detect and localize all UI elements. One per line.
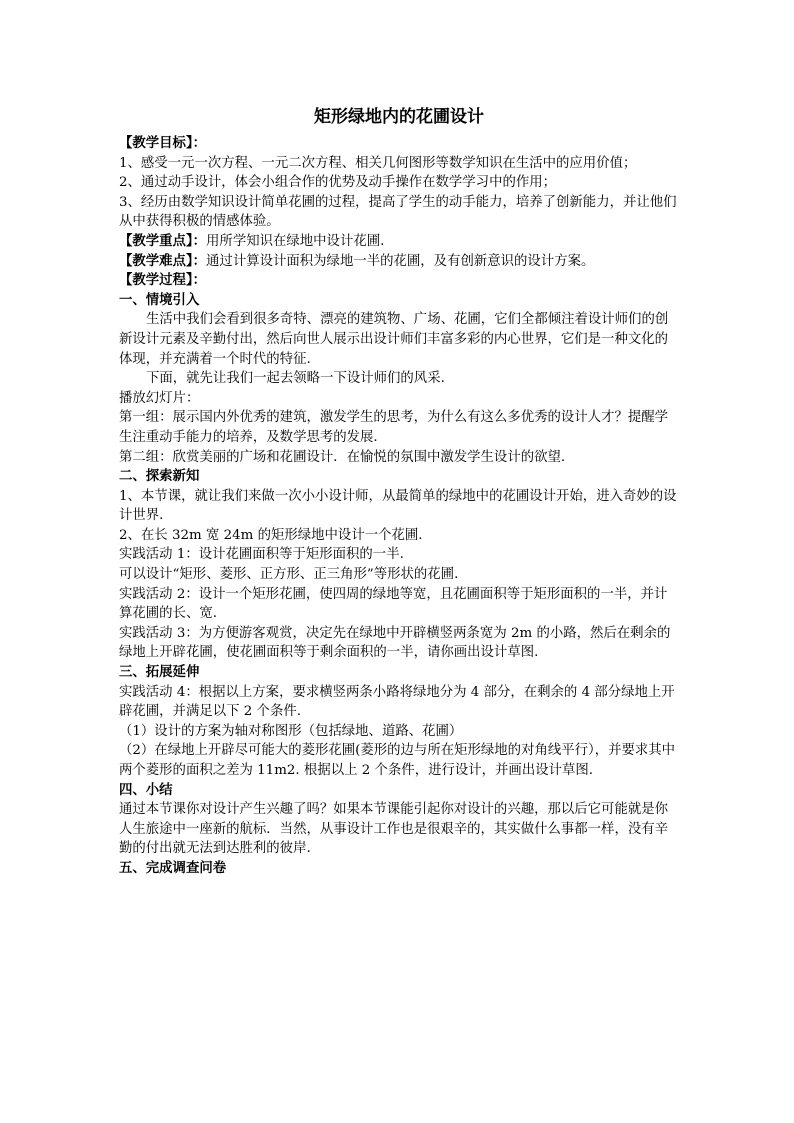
difficulty [119, 252, 679, 272]
document-title: 矩形绿地内的花圃设计 [314, 107, 484, 127]
section-3-paragraph-1: 实践活动 4：根据以上方案，要求横竖两条小路将绿地分为 4 部分，在剩余的 4 部分绿地上开辟花圃，并满足以下 2 个条件. [119, 684, 675, 720]
difficulty-text: 通过计算设计面积为绿地一半的花圃，及有创新意识的设计方案。 [206, 253, 595, 269]
section-1-paragraph-5: 第二组：欣赏美丽的广场和花圃设计．在愉悦的氛围中激发学生设计的欲望. [119, 449, 566, 465]
key-point-label: 【教学重点】： [119, 232, 207, 249]
section-3-paragraph-3: （2）在绿地上开辟尽可能大的菱形花圃(菱形的边与所在矩形绿地的对角线平行），并要求其中两个菱形的面积之差为 11m2. 根据以上 2 个条件，进行设计，并画出设计草图. [119, 743, 676, 778]
section-1-paragraph-3: 播放幻灯片： [119, 390, 200, 406]
section-1-paragraph-2: 下面，就先让我们一起去领略一下设计师们的风采. [146, 371, 445, 387]
document-body [119, 104, 679, 879]
section-2-paragraph-1: 1、本节课，就让我们来做一次小小设计师，从最简单的绿地中的花圃设计开始，进入奇妙的设计世界. [119, 488, 677, 524]
goal-item-3: 3、经历由数学知识设计简单花圃的过程，提高了学生的动手能力，培养了创新能力，并让他们从中获得积极的情感体验。 [119, 194, 677, 230]
section-4-paragraph-1: 通过本节课你对设计产生兴趣了吗？如果本节课能引起你对设计的兴趣，那以后它可能就是你人生旅途中一座新的航标．当然，从事设计工作也是很艰辛的，其实做什么事都一样，没有辛勤的付出就无法到达胜利的彼岸. [119, 802, 669, 857]
section-4-heading: 四、小结 [119, 781, 173, 798]
goals-heading: 【教学目标】： [119, 135, 207, 151]
section-3-heading: 三、拓展延伸 [119, 664, 200, 681]
key-point-text: 用所学知识在绿地中设计花圃. [206, 233, 385, 249]
goal-item-1: 1、感受一元一次方程、一元二次方程、相关几何图形等数学知识在生活中的应用价值； [119, 155, 637, 171]
key-point [119, 232, 679, 252]
section-5-heading: 五、完成调查问卷 [119, 859, 227, 876]
section-1-paragraph-1: 生活中我们会看到很多奇特、漂亮的建筑物、广场、花圃，它们全都倾注着设计师们的创新设计元素及辛勤付出，然后向世人展示出设计师们丰富多彩的内心世界，它们是一种文化的体现，并充满着一个时代的特征. [119, 312, 669, 367]
section-1-heading: 一、情境引入 [119, 291, 200, 308]
process-heading: 【教学过程】： [119, 272, 207, 289]
section-1-paragraph-4: 第一组：展示国内外优秀的建筑，激发学生的思考，为什么有这么多优秀的设计人才？提醒学生注重动手能力的培养，及数学思考的发展. [119, 410, 669, 445]
section-2-paragraph-6: 实践活动 3：为方便游客观赏，决定先在绿地中开辟横竖两条宽为 2m 的小路，然后在剩余的绿地上开辟花圃，使花圃面积等于剩余面积的一半，请你画出设计草图. [119, 625, 671, 661]
section-2-paragraph-2: 2、在长 32m 宽 24m 的矩形绿地中设计一个花圃. [119, 527, 423, 543]
section-2-paragraph-5: 实践活动 2：设计一个矩形花圃，使四周的绿地等宽，且花圃面积等于矩形面积的一半，并计算花圃的长、宽. [119, 586, 668, 622]
section-2-paragraph-4: 可以设计“矩形、菱形、正方形、正三角形”等形状的花圃. [119, 567, 459, 583]
section-2-heading: 二、探索新知 [119, 468, 200, 485]
difficulty-label: 【教学难点】： [119, 252, 207, 269]
section-3-paragraph-2: （1）设计的方案为轴对称图形（包括绿地、道路、花圃） [119, 723, 463, 739]
goal-item-2: 2、通过动手设计，体会小组合作的优势及动手操作在数学学习中的作用； [119, 175, 557, 191]
section-2-paragraph-3: 实践活动 1：设计花圃面积等于矩形面积的一半. [119, 547, 404, 563]
